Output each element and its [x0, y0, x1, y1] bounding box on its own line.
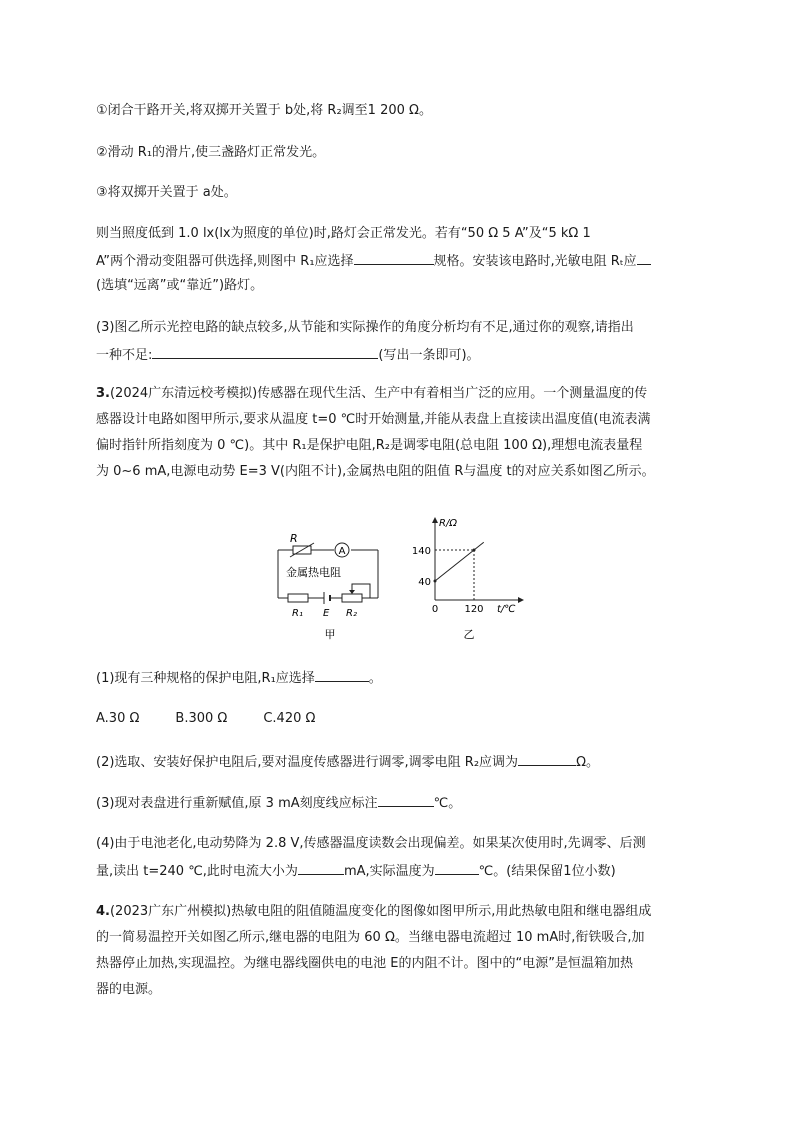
origin-label: 0 [431, 604, 439, 615]
resistance-temperature-graph [405, 512, 535, 642]
sub3-line-2a: 一种不足: [96, 348, 153, 363]
step-2: ②滑动 R₁的滑片,使三盏路灯正常发光。 [96, 145, 326, 160]
para-line-1: 则当照度低到 1.0 lx(lx为照度的单位)时,路灯会正常发光。若有“50 Ω 5 A”及“5 kΩ 1 [96, 226, 591, 241]
option-b[interactable]: B.300 Ω [175, 711, 228, 726]
question-2-unit: Ω。 [576, 755, 599, 770]
circuit-caption: 甲 [324, 628, 336, 640]
answer-blank-q4-temperature[interactable] [435, 860, 479, 875]
para-line-2b: 规格。安装该电路时,光敏电阻 Rₜ应 [433, 254, 637, 269]
answer-blank-q3[interactable] [378, 792, 434, 807]
rheostat-r2-label: R₂ [346, 608, 357, 619]
x-tick-120: 120 [464, 604, 484, 615]
problem4-line-4: 器的电源。 [96, 982, 162, 997]
rheostat-slider-arrow [349, 590, 355, 594]
question-4-line-1: (4)由于电池老化,电动势降为 2.8 V,传感器温度读数会出现偏差。如果某次使用时,先调零、后测 [96, 836, 646, 851]
problem4-number: 4. [96, 904, 110, 919]
data-point-end [473, 549, 476, 552]
option-c[interactable]: C.420 Ω [263, 711, 316, 726]
question-4-text-c: ℃。(结果保留1位小数) [478, 864, 616, 879]
answer-blank-rt-position[interactable] [637, 250, 651, 265]
problem4-line-1 [96, 902, 651, 922]
option-a[interactable]: A.30 Ω [96, 711, 140, 726]
answer-blank-q4-current[interactable] [298, 860, 344, 875]
thermistor-description: 金属热电阻 [286, 566, 341, 579]
problem4-line-2: 的一简易温控开关如图乙所示,继电器的电阻为 60 Ω。当继电器电流超过 10 mA时,衔铁吸合,加 [96, 930, 645, 945]
question-4-line-2 [96, 860, 616, 882]
sub3-line-2 [96, 344, 480, 366]
y-axis-label: R/Ω [439, 518, 457, 529]
question-2-text: (2)选取、安装好保护电阻后,要对温度传感器进行调零,调零电阻 R₂应调为 [96, 755, 519, 770]
battery-label: E [323, 608, 330, 619]
para-line-3: (选填“远离”或“靠近”)路灯。 [96, 278, 264, 293]
problem3-number: 3. [96, 386, 110, 401]
para-line-2 [96, 250, 651, 272]
problem3-line-4: 为 0~6 mA,电源电动势 E=3 V(内阻不计),金属热电阻的阻值 R与温度 t的对应关系如图乙所示。 [96, 464, 655, 479]
y-tick-40: 40 [418, 577, 431, 588]
question-2 [96, 751, 599, 773]
data-point-start [434, 580, 437, 583]
question-3-unit: ℃。 [433, 796, 462, 811]
problem4-l1-text: (2023广东广州模拟)热敏电阻的阻值随温度变化的图像如图甲所示,用此热敏电阻和继电器组成 [109, 904, 652, 919]
question-4-text-b: mA,实际温度为 [343, 864, 435, 879]
sub3-line-1: (3)图乙所示光控电路的缺点较多,从节能和实际操作的角度分析均有不足,通过你的观察,请指出 [96, 320, 634, 335]
problem3-line-1 [96, 384, 647, 404]
graph-caption: 乙 [463, 628, 475, 641]
question-4-text-a: 量,读出 t=240 ℃,此时电流大小为 [96, 864, 298, 879]
resistor-r1-label: R₁ [292, 608, 303, 619]
resistor-r1 [288, 594, 308, 602]
problem3-line-2: 感器设计电路如图甲所示,要求从温度 t=0 ℃时开始测量,并能从表盘上直接读出温度值(电流表满 [96, 412, 651, 427]
question-1-text: (1)现有三种规格的保护电阻,R₁应选择 [96, 671, 315, 686]
circuit-diagram [270, 520, 390, 640]
ammeter-label: A [338, 546, 346, 557]
step-1: ①闭合干路开关,将双掷开关置于 b处,将 R₂调至1 200 Ω。 [96, 103, 432, 118]
question-1-end: 。 [368, 671, 382, 686]
problem3-l1-text: (2024广东清远校考模拟)传感器在现代生活、生产中有着相当广泛的应用。一个测量温度的传 [109, 386, 648, 401]
question-1 [96, 667, 382, 689]
options-row [96, 709, 315, 729]
question-3-text: (3)现对表盘进行重新赋值,原 3 mA刻度线应标注 [96, 796, 378, 811]
sub3-line-2b: (写出一条即可)。 [378, 348, 480, 363]
para-line-2a: A”两个滑动变阻器可供选择,则图中 R₁应选择 [96, 254, 354, 269]
answer-blank-q1[interactable] [315, 667, 369, 682]
y-tick-140: 140 [411, 546, 431, 557]
step-3: ③将双掷开关置于 a处。 [96, 185, 237, 200]
answer-blank-shortcoming[interactable] [152, 344, 378, 359]
problem3-line-3: 偏时指针所指刻度为 0 ℃)。其中 R₁是保护电阻,R₂是调零电阻(总电阻 100 Ω),理想电流表量程 [96, 438, 643, 453]
r-t-line [435, 542, 484, 581]
problem4-line-3: 热器停止加热,实现温控。为继电器线圈供电的电池 E的内阻不计。图中的“电源”是恒温箱加热 [96, 956, 633, 971]
answer-blank-r1-spec[interactable] [354, 250, 434, 265]
rheostat-r2 [342, 594, 362, 602]
x-axis-label: t/℃ [497, 604, 516, 615]
question-3 [96, 792, 461, 814]
thermistor-label: R [290, 532, 298, 545]
answer-blank-q2[interactable] [518, 751, 576, 766]
